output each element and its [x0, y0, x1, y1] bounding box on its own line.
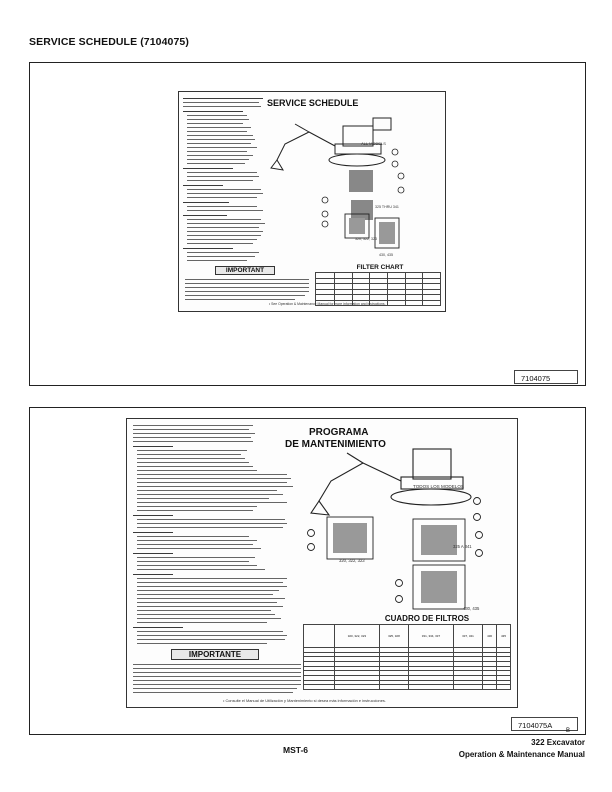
filter-col-3: 331, 334, 337	[409, 625, 454, 648]
view-label-todos: TODOS LOS MODELOS	[413, 484, 464, 489]
page-number: MST-6	[283, 745, 309, 755]
page-title: SERVICE SCHEDULE (7104075)	[29, 36, 189, 48]
decal-title-line2: DE MANTENIMIENTO	[285, 439, 386, 450]
view-label-all-models: ALL MODELS	[361, 141, 386, 146]
decal-footer-note: • See Operation & Maintenance Manual for more information and instructions.	[269, 302, 386, 306]
excavator-illustration	[303, 443, 493, 613]
view-label-325-341: 325 THRU 341	[375, 205, 399, 209]
service-schedule-decal	[178, 91, 446, 312]
decal-part-number-sub: B	[566, 728, 571, 734]
programa-mantenimiento-decal	[126, 418, 518, 708]
decal-title-line1: PROGRAMA	[309, 427, 369, 438]
decal-title: SERVICE SCHEDULE	[267, 98, 359, 108]
manual-footer	[441, 737, 585, 761]
programa-mantenimiento-figure	[29, 407, 586, 735]
filter-chart-title: CUADRO DE FILTROS	[384, 614, 470, 623]
decal-part-number: 7104075A	[511, 717, 578, 731]
view-label-320-323: 320, 322, 323	[339, 558, 365, 563]
view-label-430-435: 430, 435	[379, 253, 393, 257]
service-schedule-figure	[29, 62, 586, 386]
important-label: IMPORTANTE	[171, 649, 259, 660]
filter-chart-title: FILTER CHART	[356, 264, 404, 271]
view-label-430-435: 430, 435	[463, 606, 480, 611]
manual-name: Operation & Maintenance Manual	[458, 750, 585, 759]
view-label-320-323: 320, 322, 323	[355, 237, 377, 241]
filter-chart-table	[315, 272, 441, 306]
view-label-325-341: 325 A 341	[453, 544, 472, 549]
model-name: 322 Excavator	[531, 738, 585, 747]
important-label: IMPORTANT	[215, 266, 275, 275]
decal-footer-note: • Consulte el Manual de Utilización y Mantenimiento si desea más información e instrucciones.	[223, 698, 386, 703]
engine-compartment-illustration	[339, 210, 409, 260]
filter-col-1: 320, 322, 323	[335, 625, 380, 648]
decal-part-number: 7104075	[514, 370, 578, 384]
filter-col-6: 435	[497, 625, 511, 648]
filter-col-4: 337, 341	[453, 625, 482, 648]
filter-col-2: 325, 328	[379, 625, 408, 648]
filter-col-5: 430	[483, 625, 497, 648]
filter-chart-table	[303, 624, 511, 690]
